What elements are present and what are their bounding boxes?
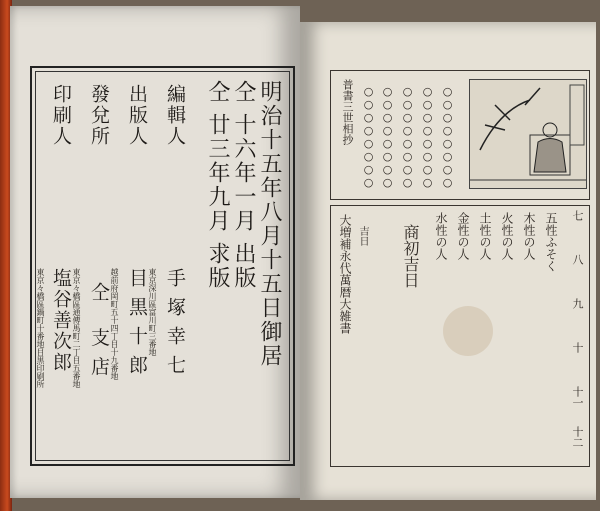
printer-name: 塩谷善次郎 (50, 268, 72, 373)
heading-small: 吉日 (357, 226, 368, 246)
date-line-2: 仝 十六年一月 出版 (231, 80, 256, 290)
editor-address: 東京深川區富川町三番地 (148, 268, 157, 356)
number-12: 十二 (571, 426, 584, 448)
printer-address: 東京々橋區鍋町十番地目黒印刷所 (36, 268, 45, 388)
editor-name: 手塚幸七 (164, 268, 186, 384)
label-publisher: 出版人 (126, 84, 148, 147)
number-8: 八 (571, 254, 584, 265)
text-block-3: ○○○○○○○○ (401, 85, 414, 189)
text-block-2: ○○○○○○○○ (381, 85, 394, 189)
trade-title: 商初吉日 (401, 224, 420, 288)
text-block-1: ○○○○○○○○ (362, 85, 375, 189)
top-panel (330, 70, 590, 200)
publisher-name: 目黒十郎 (126, 268, 148, 384)
date-line-1: 明治十五年八月十五日御居 (257, 80, 282, 368)
seller-address: 東京々橋區通傳馬町二丁目五番地 (72, 268, 81, 388)
element-water: 水性の人 (434, 212, 448, 260)
bottom-panel (330, 205, 590, 467)
left-page (10, 6, 300, 498)
bottom-book-title: 大増補永代萬暦大雑書 (338, 214, 352, 334)
element-wood: 木性の人 (522, 212, 536, 260)
label-printer: 印刷人 (50, 84, 72, 147)
text-block-5: ○○○○○○○○ (441, 85, 454, 189)
text-block-4: ○○○○○○○○ (421, 85, 434, 189)
publisher-address: 越前府岡町五十四丁目十九番地 (110, 268, 119, 380)
five-nature-heading: 五性ふそく (544, 212, 558, 272)
element-fire: 火性の人 (500, 212, 514, 260)
number-9: 九 (571, 298, 584, 309)
date-line-3: 仝 廿三年九月 求版 (205, 80, 230, 290)
element-earth: 土性の人 (478, 212, 492, 260)
paper-stain (443, 306, 493, 356)
colophon-frame (30, 66, 295, 466)
number-11: 十一 (571, 386, 584, 408)
number-7: 七 (571, 210, 584, 221)
top-caption: 普書三世相抄 (341, 79, 354, 145)
seller-name: 仝 支店 (88, 282, 110, 386)
figure-drawing (470, 80, 586, 188)
label-seller: 發兌所 (88, 84, 110, 147)
element-metal: 金性の人 (456, 212, 470, 260)
number-10: 十 (571, 342, 584, 353)
woodblock-illustration (469, 79, 587, 189)
label-editor: 編輯人 (164, 84, 186, 147)
